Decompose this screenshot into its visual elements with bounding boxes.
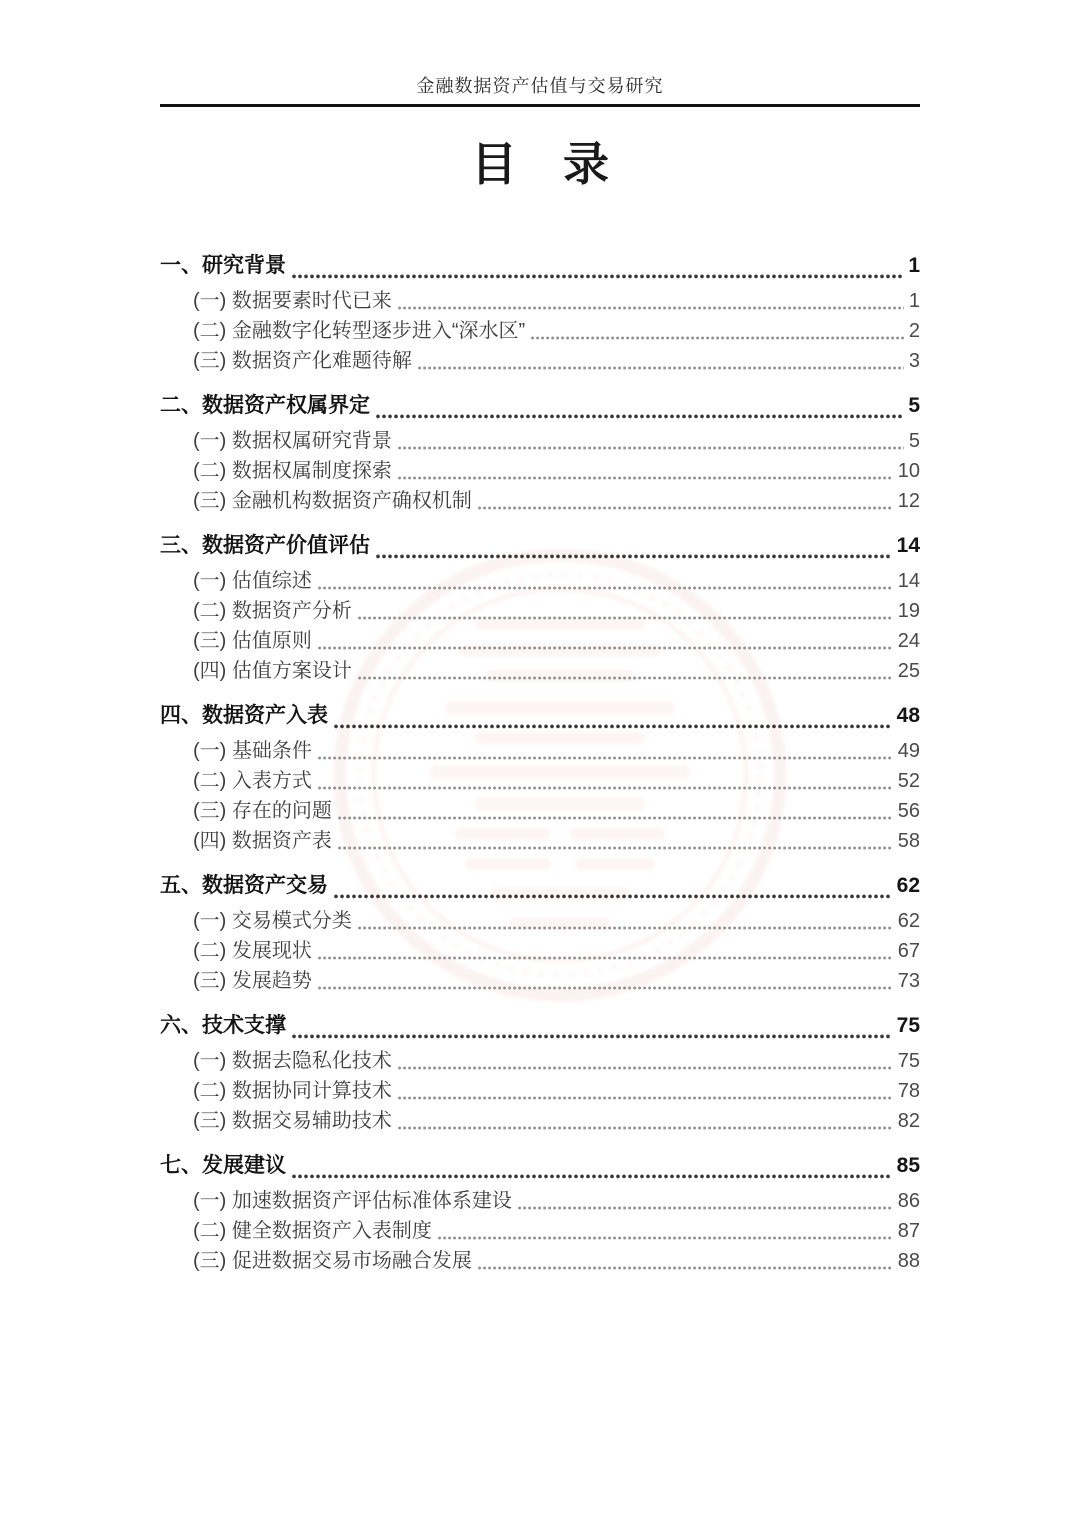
toc-page-number: 2 bbox=[908, 320, 920, 342]
toc-entry-row[interactable] bbox=[160, 456, 920, 486]
toc-entry-row[interactable] bbox=[160, 766, 920, 796]
toc-section-label: 三、数据资产价值评估 bbox=[160, 534, 370, 557]
dot-leader bbox=[338, 846, 893, 850]
toc-section-row[interactable] bbox=[160, 1006, 920, 1046]
toc-entry-label: (一) 加速数据资产评估标准体系建设 bbox=[193, 1190, 512, 1212]
toc-section-label: 二、数据资产权属界定 bbox=[160, 394, 370, 417]
toc-entry-row[interactable] bbox=[160, 906, 920, 936]
toc-entry-label: (三) 存在的问题 bbox=[193, 800, 332, 822]
toc-section-label: 四、数据资产入表 bbox=[160, 704, 328, 727]
toc-entry-row[interactable] bbox=[160, 826, 920, 856]
toc-section-label: 一、研究背景 bbox=[160, 254, 286, 277]
dot-leader bbox=[318, 786, 893, 790]
toc-entry-row[interactable] bbox=[160, 796, 920, 826]
toc-entry-row[interactable] bbox=[160, 626, 920, 656]
toc-page-number: 48 bbox=[896, 704, 920, 727]
toc-page-number: 1 bbox=[908, 290, 920, 312]
toc-page-number: 58 bbox=[897, 830, 920, 852]
toc-page-number: 12 bbox=[897, 490, 920, 512]
toc-page-number: 14 bbox=[897, 570, 920, 592]
toc-entry-label: (二) 数据协同计算技术 bbox=[193, 1080, 392, 1102]
toc-entry-row[interactable] bbox=[160, 1246, 920, 1276]
dot-leader bbox=[292, 1034, 892, 1039]
toc-entry-label: (三) 数据交易辅助技术 bbox=[193, 1110, 392, 1132]
dot-leader bbox=[478, 1266, 893, 1270]
toc-page-number: 82 bbox=[897, 1110, 920, 1132]
dot-leader bbox=[292, 274, 903, 279]
toc-page-number: 49 bbox=[897, 740, 920, 762]
dot-leader bbox=[338, 816, 893, 820]
toc-page-number: 62 bbox=[897, 910, 920, 932]
toc-page-number: 5 bbox=[908, 394, 920, 417]
dot-leader bbox=[376, 414, 903, 419]
toc-entry-label: (二) 健全数据资产入表制度 bbox=[193, 1220, 432, 1242]
dot-leader bbox=[398, 1066, 893, 1070]
toc-entry-row[interactable] bbox=[160, 936, 920, 966]
dot-leader bbox=[531, 336, 904, 340]
toc-page-number: 14 bbox=[896, 534, 920, 557]
toc-entry-row[interactable] bbox=[160, 286, 920, 316]
toc-entry-row[interactable] bbox=[160, 426, 920, 456]
dot-leader bbox=[292, 1174, 892, 1179]
toc-section-row[interactable] bbox=[160, 1146, 920, 1186]
dot-leader bbox=[318, 956, 893, 960]
toc-entry-label: (一) 交易模式分类 bbox=[193, 910, 352, 932]
toc-page-number: 75 bbox=[897, 1050, 920, 1072]
toc-entry-label: (四) 估值方案设计 bbox=[193, 660, 352, 682]
toc-entry-label: (一) 数据去隐私化技术 bbox=[193, 1050, 392, 1072]
toc-entry-row[interactable] bbox=[160, 1046, 920, 1076]
toc-page-number: 88 bbox=[897, 1250, 920, 1272]
toc-entry-label: (二) 数据资产分析 bbox=[193, 600, 352, 622]
toc-page-number: 25 bbox=[897, 660, 920, 682]
toc-entry-row[interactable] bbox=[160, 316, 920, 346]
toc-page-number: 78 bbox=[897, 1080, 920, 1102]
toc-entry-label: (三) 数据资产化难题待解 bbox=[193, 350, 412, 372]
toc-entry-row[interactable] bbox=[160, 736, 920, 766]
toc-page-number: 73 bbox=[897, 970, 920, 992]
dot-leader bbox=[518, 1206, 893, 1210]
toc-section-row[interactable] bbox=[160, 386, 920, 426]
toc-section-row[interactable] bbox=[160, 526, 920, 566]
header bbox=[160, 0, 920, 107]
dot-leader bbox=[334, 894, 892, 899]
toc-entry-row[interactable] bbox=[160, 486, 920, 516]
dot-leader bbox=[358, 926, 893, 930]
toc-entry-label: (三) 估值原则 bbox=[193, 630, 312, 652]
toc-entry-label: (二) 数据权属制度探索 bbox=[193, 460, 392, 482]
toc-page-number: 56 bbox=[897, 800, 920, 822]
dot-leader bbox=[418, 366, 904, 370]
toc-page-number: 62 bbox=[896, 874, 920, 897]
dot-leader bbox=[438, 1236, 893, 1240]
toc-page-number: 3 bbox=[908, 350, 920, 372]
toc-entry-label: (二) 发展现状 bbox=[193, 940, 312, 962]
dot-leader bbox=[376, 554, 892, 559]
dot-leader bbox=[398, 476, 893, 480]
toc-entry-row[interactable] bbox=[160, 1186, 920, 1216]
dot-leader bbox=[478, 506, 893, 510]
dot-leader bbox=[398, 306, 904, 310]
toc-page-number: 24 bbox=[897, 630, 920, 652]
toc-section-row[interactable] bbox=[160, 866, 920, 906]
toc-entry-label: (一) 基础条件 bbox=[193, 740, 312, 762]
header-title: 金融数据资产估值与交易研究 bbox=[416, 76, 664, 96]
toc-entry-label: (二) 入表方式 bbox=[193, 770, 312, 792]
toc-page-number: 67 bbox=[897, 940, 920, 962]
toc-entry-row[interactable] bbox=[160, 1216, 920, 1246]
toc-entry-label: (四) 数据资产表 bbox=[193, 830, 332, 852]
dot-leader bbox=[358, 676, 893, 680]
toc-section-row[interactable] bbox=[160, 246, 920, 286]
toc bbox=[160, 236, 920, 1276]
toc-section-label: 七、发展建议 bbox=[160, 1154, 286, 1177]
toc-entry-row[interactable] bbox=[160, 566, 920, 596]
toc-title: 目 录 bbox=[471, 138, 609, 190]
toc-entry-label: (一) 数据要素时代已来 bbox=[193, 290, 392, 312]
toc-page-number: 86 bbox=[897, 1190, 920, 1212]
toc-entry-label: (二) 金融数字化转型逐步进入“深水区” bbox=[193, 320, 526, 342]
toc-page-number: 85 bbox=[896, 1154, 920, 1177]
dot-leader bbox=[398, 446, 904, 450]
toc-section-label: 五、数据资产交易 bbox=[160, 874, 328, 897]
toc-entry-label: (一) 估值综述 bbox=[193, 570, 312, 592]
toc-page-number: 52 bbox=[897, 770, 920, 792]
dot-leader bbox=[318, 586, 893, 590]
dot-leader bbox=[358, 616, 893, 620]
toc-entry-label: (三) 发展趋势 bbox=[193, 970, 312, 992]
toc-section-row[interactable] bbox=[160, 696, 920, 736]
toc-page-number: 5 bbox=[908, 430, 920, 452]
toc-entry-row[interactable] bbox=[160, 1076, 920, 1106]
toc-entry-row[interactable] bbox=[160, 346, 920, 376]
toc-entry-row[interactable] bbox=[160, 656, 920, 686]
toc-entry-row[interactable] bbox=[160, 966, 920, 996]
toc-entry-row[interactable] bbox=[160, 596, 920, 626]
toc-entry-label: (一) 数据权属研究背景 bbox=[193, 430, 392, 452]
dot-leader bbox=[318, 986, 893, 990]
dot-leader bbox=[398, 1096, 893, 1100]
toc-page-number: 87 bbox=[897, 1220, 920, 1242]
toc-page-number: 19 bbox=[897, 600, 920, 622]
dot-leader bbox=[318, 756, 893, 760]
toc-entry-row[interactable] bbox=[160, 1106, 920, 1136]
toc-page-number: 75 bbox=[896, 1014, 920, 1037]
toc-entry-label: (三) 金融机构数据资产确权机制 bbox=[193, 490, 472, 512]
dot-leader bbox=[318, 646, 893, 650]
dot-leader bbox=[398, 1126, 893, 1130]
dot-leader bbox=[334, 724, 892, 729]
toc-page-number: 1 bbox=[908, 254, 920, 277]
toc-section-label: 六、技术支撑 bbox=[160, 1014, 286, 1037]
toc-page-number: 10 bbox=[897, 460, 920, 482]
toc-entry-label: (三) 促进数据交易市场融合发展 bbox=[193, 1250, 472, 1272]
